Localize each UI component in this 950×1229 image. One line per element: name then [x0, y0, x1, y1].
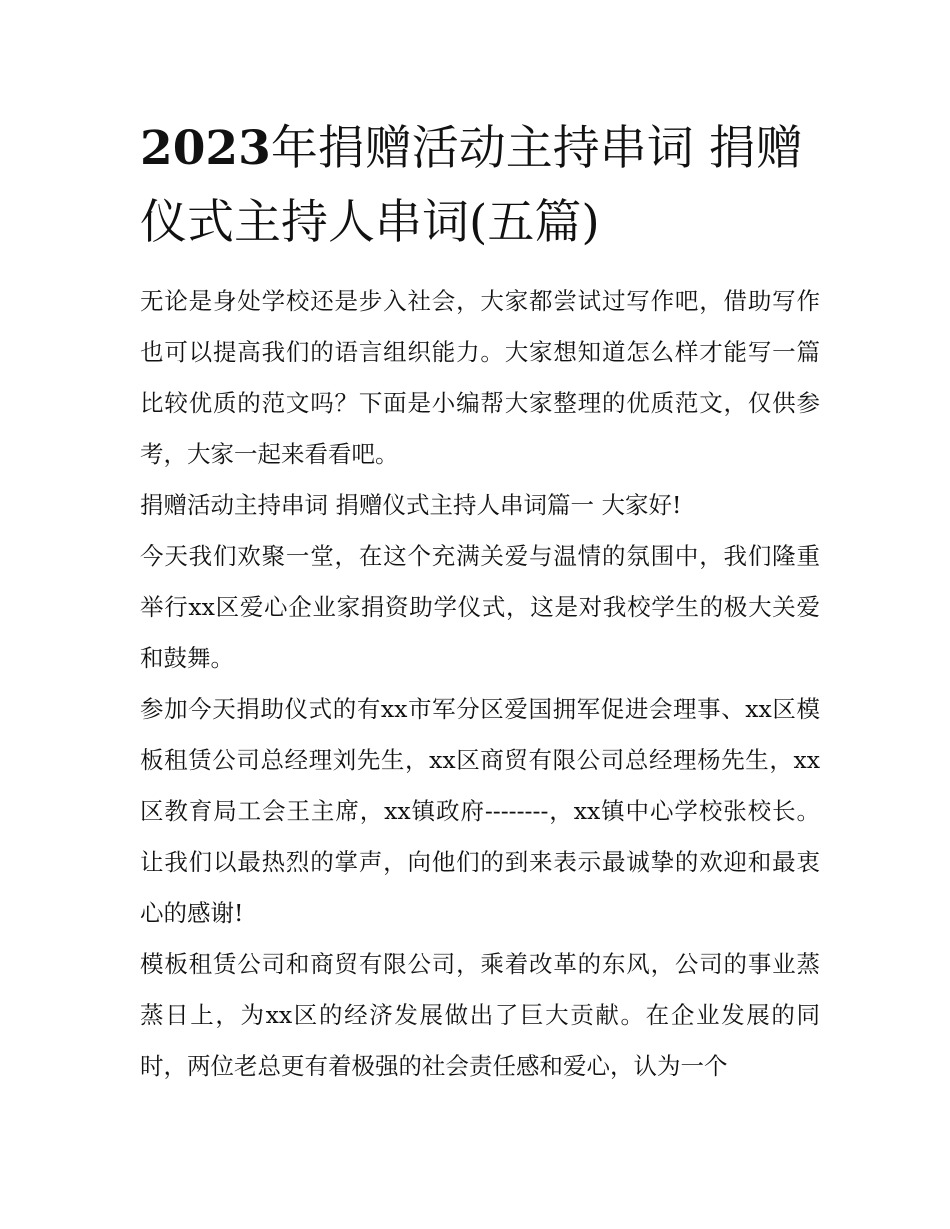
document-title	[140, 112, 820, 260]
document-body	[140, 276, 820, 1092]
title-text: 年捐赠活动主持串词 捐赠仪式主持人串词(五篇)	[140, 121, 803, 250]
body-paragraph: 今天我们欢聚一堂，在这个充满关爱与温情的氛围中，我们隆重举行xx区爱心企业家捐资助学仪式，这是对我校学生的极大关爱和鼓舞。	[140, 542, 820, 672]
intro-paragraph: 无论是身处学校还是步入社会，大家都尝试过写作吧，借助写作也可以提高我们的语言组织能力。大家想知道怎么样才能写一篇比较优质的范文吗？下面是小编帮大家整理的优质范文，仅供参考，大家一起来看看吧。	[140, 287, 820, 468]
body-paragraph: 模板租赁公司和商贸有限公司，乘着改革的东风，公司的事业蒸蒸日上，为xx区的经济发展做出了巨大贡献。在企业发展的同时，两位老总更有着极强的社会责任感和爱心，认为一个	[140, 950, 820, 1080]
title-year: 2023	[140, 121, 271, 176]
section-heading-paragraph: 捐赠活动主持串词 捐赠仪式主持人串词篇一 大家好!	[140, 491, 682, 519]
body-paragraph: 参加今天捐助仪式的有xx市军分区爱国拥军促进会理事、xx区模板租赁公司总经理刘先生，xx区商贸有限公司总经理杨先生，xx区教育局工会王主席，xx镇政府--------，xx镇中心学校张校长。让我们以最热烈的掌声，向他们的到来表示最诚挚的欢迎和最衷心的感谢!	[140, 695, 820, 927]
